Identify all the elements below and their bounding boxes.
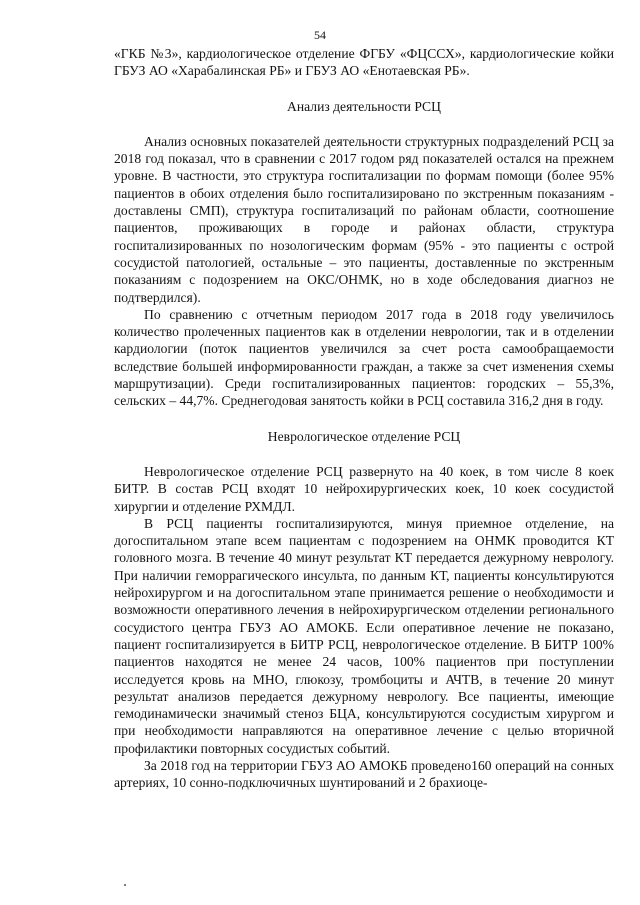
section-rsc-analysis [114, 133, 614, 410]
paragraph: Неврологическое отделение РСЦ развернуто на 40 коек, в том числе 8 коек БИТР. В состав РСЦ входят 10 нейрохирургических коек, 10 коек сосудистой хирургии и отделение РХМДЛ. [114, 463, 614, 514]
intro-paragraph: «ГКБ №3», кардиологическое отделение ФГБУ «ФЦССХ», кардиологические койки ГБУЗ АО «Харабалинская РБ» и ГБУЗ АО «Енотаевская РБ». [114, 46, 614, 79]
section-heading-neurology: Неврологическое отделение РСЦ [267, 428, 461, 444]
paragraph: По сравнению с отчетным периодом 2017 года в 2018 году увеличилось количество пролеченных пациентов как в отделении неврологии, так и в отделении кардиологии (поток пациентов увеличился за счет роста самообращаемости вследствие большей информированности граждан, а также за счет изменения схемы маршрутизации). Среди госпитализированных пациентов: городских – 55,3%, сельских – 44,7%. Среднегодовая занятость койки в РСЦ составила 316,2 дня в году. [114, 306, 614, 409]
section-neurology [114, 463, 614, 792]
page-content [114, 45, 614, 792]
paragraph: За 2018 год на территории ГБУЗ АО АМОКБ проведено160 операций на сонных артериях, 10 сонно-подключичных шунтирований и 2 брахиоце- [114, 757, 614, 791]
page-number: 54 [314, 28, 326, 42]
paragraph: В РСЦ пациенты госпитализируются, минуя приемное отделение, на догоспитальном этапе всем пациентам с подозрением на ОНМК проводится КТ головного мозга. В течение 40 минут результат КТ передается дежурному неврологу. При наличии геморрагического инсульта, по данным КТ, пациенты консультируются нейрохирургом и на догоспитальном этапе принимается решение о необходимости и возможности оперативного лечения в нейрохирургическом отделении регионального сосудистого центра ГБУЗ АО АМОКБ. Если оперативное лечение не показано, пациент госпитализируется в БИТР РСЦ, неврологическое отделение. В БИТР 100% пациентов находятся не менее 24 часов, 100% пациентов при поступлении исследуется кровь на МНО, глюкозу, тромбоциты и АЧТВ, в течение 20 минут результат анализов передается дежурному неврологу. Все пациенты, имеющие гемодинамически значимый стеноз БЦА, консультируются сосудистым хирургом и при необходимости направляются на оперативное лечение с целью вторичной профилактики повторных сосудистых событий. [114, 515, 614, 756]
section-heading-rsc-analysis: Анализ деятельности РСЦ [287, 98, 441, 114]
scan-speck [124, 884, 126, 886]
paragraph: Анализ основных показателей деятельности структурных подразделений РСЦ за 2018 год показал, что в сравнении с 2017 годом ряд показателей остался на прежнем уровне. В частности, это структура госпитализации по формам помощи (более 95% пациентов в обоих отделения было госпитализировано по экстренным показаниям - доставлены СМП), структура госпитализаций по районам области, соотношение пациентов, проживающих в городе и районах области, структура госпитализированных по нозологическим формам (95% - это пациенты с острой сосудистой патологией, остальные – это пациенты, доставленные по экстренным показаниям с подозрением на ОКС/ОНМК, но в ходе обследования диагноз не подтвердился). [114, 133, 614, 305]
